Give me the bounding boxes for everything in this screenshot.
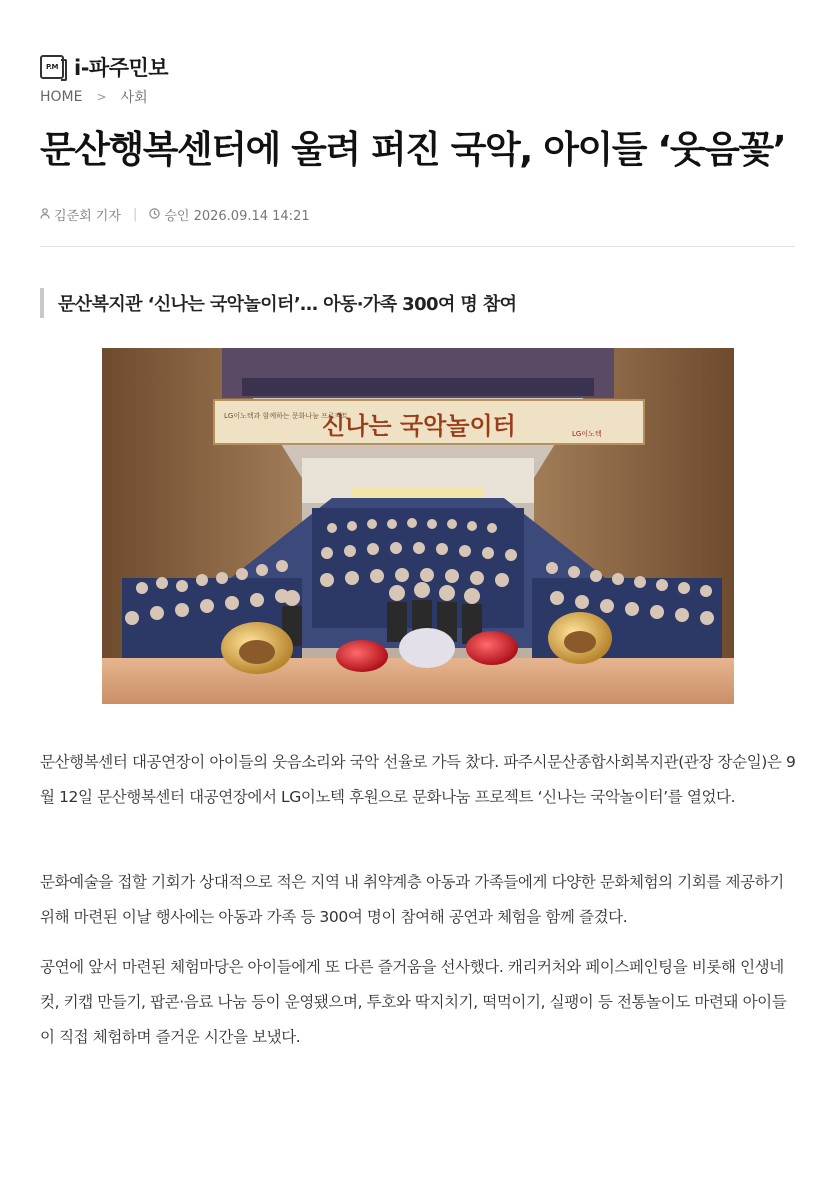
banner-right-text: LG이노텍 xyxy=(572,430,602,438)
logo-text: i-파주민보 xyxy=(74,56,169,80)
breadcrumb xyxy=(40,87,148,107)
logo-icon-text: P.M xyxy=(46,63,58,71)
chevron-right-icon: > xyxy=(96,90,107,104)
site-logo[interactable] xyxy=(40,52,168,82)
breadcrumb-home-link[interactable]: HOME xyxy=(40,89,83,105)
article-headline: 문산행복센터에 울려 퍼진 국악, 아이들 ‘웃음꽃’ xyxy=(40,128,786,171)
subheadline-text: 문산복지관 ‘신나는 국악놀이터’… 아동·가족 300여 명 참여 xyxy=(58,294,517,315)
banner-left-text: LG이노텍과 함께하는 문화나눔 프로젝트 xyxy=(224,412,349,420)
clock-icon xyxy=(149,208,160,222)
person-icon xyxy=(40,208,50,222)
approval-date: 승인 2026.09.14 14:21 xyxy=(164,209,310,224)
meta-divider: | xyxy=(132,207,138,222)
article-paragraph: 문화예술을 접할 기회가 상대적으로 적은 지역 내 취약계층 아동과 가족들에게 다양한 문화체험의 기회를 제공하기 위해 마련된 이날 행사에는 아동과 가족 등 300여 명이 참여해 공연과 체험을 함께 즐겼다. xyxy=(40,873,784,926)
article-subheadline xyxy=(40,288,516,318)
article-paragraph: 문산행복센터 대공연장이 아이들의 웃음소리와 국악 선율로 가득 찼다. 파주시문산종합사회복지관(관장 장순일)은 9월 12일 문산행복센터 대공연장에서 LG이노텍 후원으로 문화나눔 프로젝트 ‘신나는 국악놀이터’를 열었다. xyxy=(40,753,796,806)
author-name: 김준회 기자 xyxy=(54,209,121,224)
newspaper-logo-icon xyxy=(40,55,64,79)
article-photo[interactable] xyxy=(102,348,734,704)
breadcrumb-section-link[interactable]: 사회 xyxy=(120,90,148,106)
header-divider xyxy=(40,246,795,247)
article-meta xyxy=(40,205,310,224)
article-paragraph: 공연에 앞서 마련된 체험마당은 아이들에게 또 다른 즐거움을 선사했다. 캐리커처와 페이스페인팅을 비롯해 인생네컷, 키캡 만들기, 팝콘·음료 나눔 등이 운영됐으며, 투호와 딱지치기, 떡먹이기, 실팽이 등 전통놀이도 마련돼 아이들이 직접 체험하며 즐거운 시간을 보냈다. xyxy=(40,958,787,1046)
banner-title: 신나는 국악놀이터 xyxy=(322,412,516,440)
auditorium-photo-illustration xyxy=(102,348,734,704)
